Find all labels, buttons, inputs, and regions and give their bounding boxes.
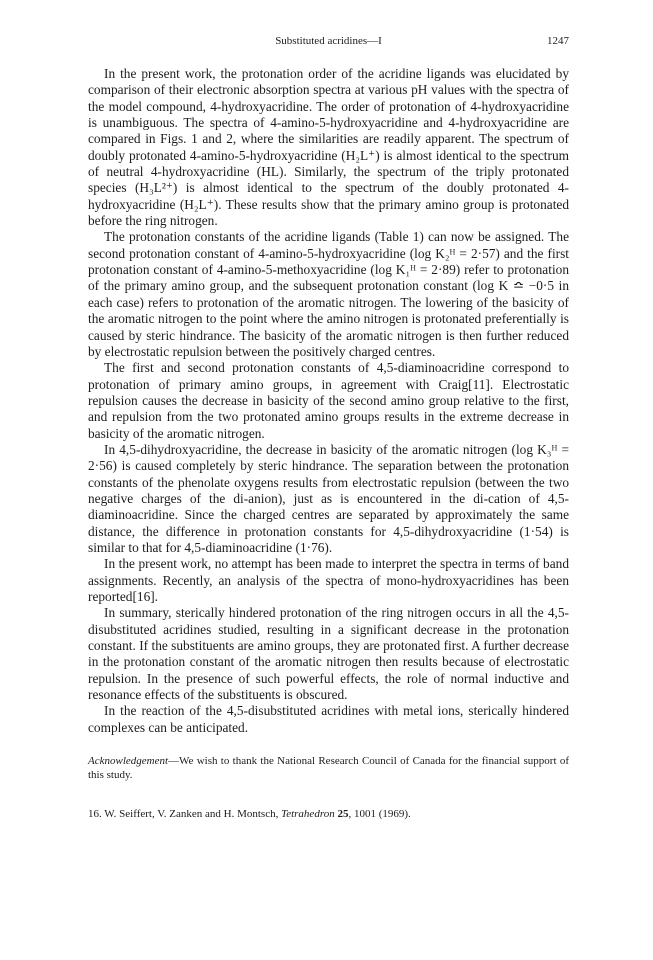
running-title: Substituted acridines—I bbox=[275, 35, 382, 47]
paragraph-dihydroxyacridine: In 4,5-dihydroxyacridine, the decrease in basicity of the aromatic nitrogen (log K₃ᴴ = 2·56) is caused completely by steric hindrance. The separation between the protonation constants of the phenolate oxygens results from electrostatic repulsion (between the two negative charges of the di-anion), just as is encountered in the di-cation of 4,5-diaminoacridine. Since the charged centres are separated by approximately the same distance, the difference in protonation constants for 4,5-dihydroxyacridine (1·54) is similar to that for 4,5-diaminoacridine (1·76). bbox=[88, 441, 569, 555]
reference-pages: , 1001 (1969). bbox=[348, 808, 411, 820]
acknowledgement bbox=[88, 755, 569, 782]
reference-authors: 16. W. Seiffert, V. Zanken and H. Montsch, bbox=[88, 808, 282, 820]
reference-volume: 25 bbox=[337, 808, 349, 820]
body-text bbox=[88, 66, 569, 736]
paragraph-diaminoacridine: The first and second protonation constants of 4,5-diaminoacridine correspond to protonation of primary amino groups, in agreement with Craig[11]. Electrostatic repulsion causes the decrease in basicity of the second amino group relative to the first, and repulsion from the two protonated amino groups results in the extreme decrease in basicity of the aromatic nitrogen. bbox=[88, 360, 569, 441]
reference-journal: Tetrahedron bbox=[281, 808, 335, 820]
paragraph-protonation-constants: The protonation constants of the acridine ligands (Table 1) can now be assigned. The second protonation constant of 4-amino-5-hydroxyacridine (log K₂ᴴ = 2·57) and the first protonation constant of 4-amino-5-methoxyacridine (log K₁ᴴ = 2·89) refer to protonation of the primary amino group, and the subsequent protonation constant (log K ≏ −0·5 in each case) refers to protonation of the aromatic nitrogen. The lowering of the basicity of the aromatic nitrogen to the point where the amino nitrogen is protonated preferentially is caused by steric hindrance. The basicity of the aromatic nitrogen is then further reduced by electrostatic repulsion between the positively charged centres. bbox=[88, 229, 569, 359]
page-number: 1247 bbox=[547, 35, 569, 47]
paragraph-metal-ions: In the reaction of the 4,5-disubstituted acridines with metal ions, sterically hindered complexes can be anticipated. bbox=[88, 703, 569, 735]
paragraph-band-assignments: In the present work, no attempt has been made to interpret the spectra in terms of band assignments. Recently, an analysis of the spectra of mono-hydroxyacridines has been reported[16]. bbox=[88, 556, 569, 604]
acknowledgement-label: Acknowledgement bbox=[88, 755, 169, 767]
acknowledgement-text: —We wish to thank the National Research Council of Canada for the financial support of this study. bbox=[88, 755, 569, 781]
paragraph-summary: In summary, sterically hindered protonation of the ring nitrogen occurs in all the 4,5-disubstituted acridines studied, resulting in a significant decrease in the protonation constant. If the substituents are amino groups, they are protonated first. A further decrease in the protonation constant of the aromatic nitrogen then results because of electrostatic repulsion. In the presence of such powerful effects, the role of normal inductive and resonance effects of the substituents is obscured. bbox=[88, 605, 569, 703]
reference-16 bbox=[88, 808, 569, 822]
paragraph-protonation-order: In the present work, the protonation order of the acridine ligands was elucidated by comparison of their electronic absorption spectra at various pH values with the spectra of the model compound, 4-hydroxyacridine. The order of protonation of 4-hydroxyacridine is unambiguous. The spectra of 4-amino-5-hydroxyacridine and 4-hydroxyacridine are compared in Figs. 1 and 2, where the similarities are readily apparent. The spectrum of doubly protonated 4-amino-5-hydroxyacridine (H₂L⁺) is almost identical to the spectrum of neutral 4-hydroxyacridine (HL). Similarly, the spectrum of the triply protonated species (H₃L²⁺) is almost identical to the spectrum of the doubly protonated 4-hydroxyacridine (H₂L⁺). These results show that the primary amino group is protonated before the ring nitrogen. bbox=[88, 66, 569, 229]
page-header bbox=[88, 35, 569, 51]
